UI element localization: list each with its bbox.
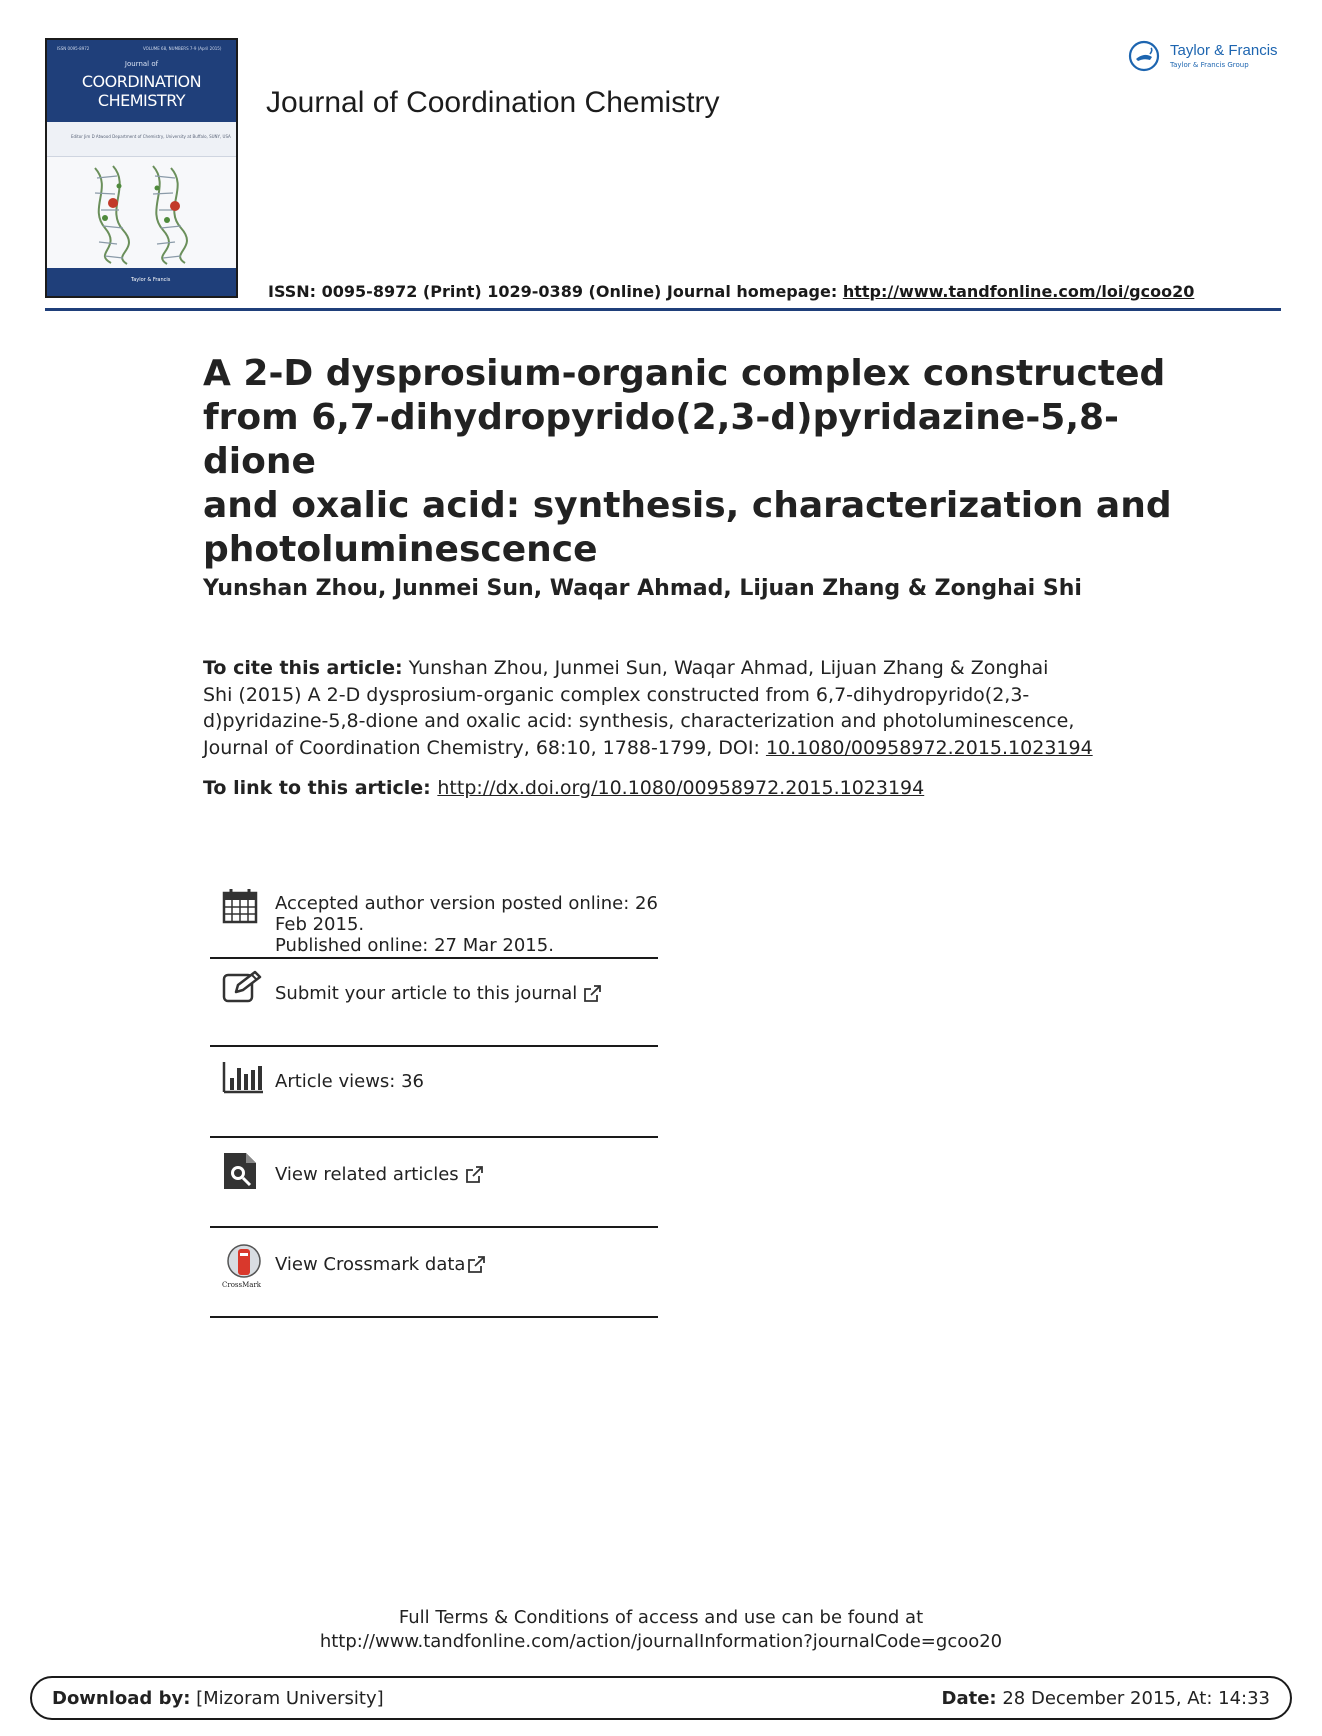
journal-title: Journal of Coordination Chemistry — [266, 86, 720, 119]
external-link-icon — [467, 1256, 485, 1274]
publisher-group: Taylor & Francis Group — [1170, 61, 1249, 69]
row-divider — [210, 1226, 658, 1228]
accepted-date-text-cont: Feb 2015. — [275, 914, 365, 935]
article-views-text: Article views: 36 — [275, 1071, 424, 1092]
article-title-line: photoluminescence — [203, 529, 598, 570]
cover-issn: ISSN 0095-8972 — [57, 46, 90, 51]
article-title — [203, 352, 1203, 572]
article-link-line — [203, 777, 924, 799]
journal-homepage-link[interactable]: http://www.tandfonline.com/loi/gcoo20 — [842, 282, 1195, 301]
published-date-text: Published online: 27 Mar 2015. — [275, 935, 554, 956]
accepted-date-text: Accepted author version posted online: 26 — [275, 893, 658, 914]
download-date — [942, 1688, 1270, 1709]
crossmark-logo — [222, 1243, 266, 1293]
download-value: [Mizoram University] — [190, 1688, 384, 1709]
download-label: Download by: — [52, 1688, 191, 1709]
date-value: 28 December 2015, At: 14:33 — [996, 1688, 1270, 1709]
calendar-icon — [222, 888, 258, 924]
related-articles-row[interactable] — [210, 1145, 658, 1225]
cover-editor-text: Editor Jim D Atwood Department of Chemistry, University at Buffalo, SUNY, USA — [71, 134, 231, 139]
bar-chart-icon — [222, 1060, 264, 1094]
edit-icon — [222, 970, 262, 1004]
cite-label: To cite this article: — [203, 657, 403, 679]
cover-title-band — [47, 40, 236, 122]
publisher-name: Taylor & Francis — [1170, 42, 1278, 59]
submit-article-row[interactable] — [210, 966, 658, 1046]
cite-text: Shi (2015) A 2-D dysprosium-organic complex constructed from 6,7-dihydropyrido(2,3- — [203, 683, 1030, 706]
cover-name-line2: CHEMISTRY — [97, 91, 186, 110]
cite-text: d)pyridazine-5,8-dione and oxalic acid: synthesis, characterization and photoluminescence, — [203, 710, 1075, 732]
cover-name-line1: COORDINATION — [81, 72, 202, 91]
link-label: To link to this article: — [203, 777, 438, 799]
cite-text: Journal of Coordination Chemistry, 68:10, 1788-1799, DOI: — [203, 736, 766, 759]
external-link-icon — [583, 985, 601, 1003]
header-divider — [45, 308, 1281, 311]
cover-publisher-band — [47, 268, 236, 296]
article-title-line: and oxalic acid: synthesis, characterization and — [203, 485, 1172, 526]
publication-dates-row — [210, 886, 658, 958]
crossmark-caption: CrossMark — [222, 1281, 262, 1289]
download-by — [52, 1688, 384, 1709]
date-label: Date: — [941, 1688, 997, 1709]
terms-url[interactable]: http://www.tandfonline.com/action/journalInformation?journalCode=gcoo20 — [319, 1631, 1003, 1652]
row-divider — [210, 957, 658, 959]
row-divider — [210, 1136, 658, 1138]
article-title-line: A 2-D dysprosium-organic complex constructed — [203, 353, 1166, 394]
cite-text: Yunshan Zhou, Junmei Sun, Waqar Ahmad, Lijuan Zhang & Zonghai — [402, 657, 1049, 679]
cover-kicker: Journal of — [124, 60, 159, 68]
crossmark-icon — [224, 1243, 264, 1279]
molecule-illustration — [83, 158, 203, 268]
article-title-line: from 6,7-dihydropyrido(2,3-d)pyridazine-5,8-dione — [203, 397, 1119, 482]
issn-line — [268, 282, 1194, 301]
terms-text: Full Terms & Conditions of access and use can be found at — [398, 1607, 924, 1628]
row-divider — [210, 1045, 658, 1047]
related-articles-link[interactable]: View related articles — [275, 1164, 459, 1185]
crossmark-row[interactable] — [210, 1235, 658, 1315]
document-search-icon — [222, 1151, 258, 1191]
article-views-row — [210, 1054, 658, 1134]
issn-text: ISSN: 0095-8972 (Print) 1029-0389 (Online) Journal homepage: — [268, 282, 843, 301]
row-divider — [210, 1316, 658, 1318]
article-authors: Yunshan Zhou, Junmei Sun, Waqar Ahmad, Lijuan Zhang & Zonghai Shi — [203, 576, 1082, 601]
publisher-logo[interactable] — [1128, 38, 1288, 78]
submit-article-link[interactable]: Submit your article to this journal — [275, 983, 578, 1004]
cover-publisher-text: Taylor & Francis — [131, 277, 171, 283]
article-doi-url[interactable]: http://dx.doi.org/10.1080/00958972.2015.1023194 — [437, 777, 925, 799]
journal-cover-image — [45, 38, 238, 298]
tf-lamp-icon — [1128, 40, 1160, 72]
external-link-icon — [465, 1166, 483, 1184]
crossmark-link[interactable]: View Crossmark data — [275, 1254, 466, 1275]
download-info-bar — [30, 1676, 1292, 1720]
citation-block — [203, 655, 1103, 761]
cover-volume: VOLUME 68, NUMBERS 7-9 (April 2015) — [143, 46, 222, 51]
doi-link[interactable]: 10.1080/00958972.2015.1023194 — [765, 736, 1093, 759]
cover-editor-strip — [47, 122, 236, 157]
terms-notice — [0, 1606, 1322, 1654]
